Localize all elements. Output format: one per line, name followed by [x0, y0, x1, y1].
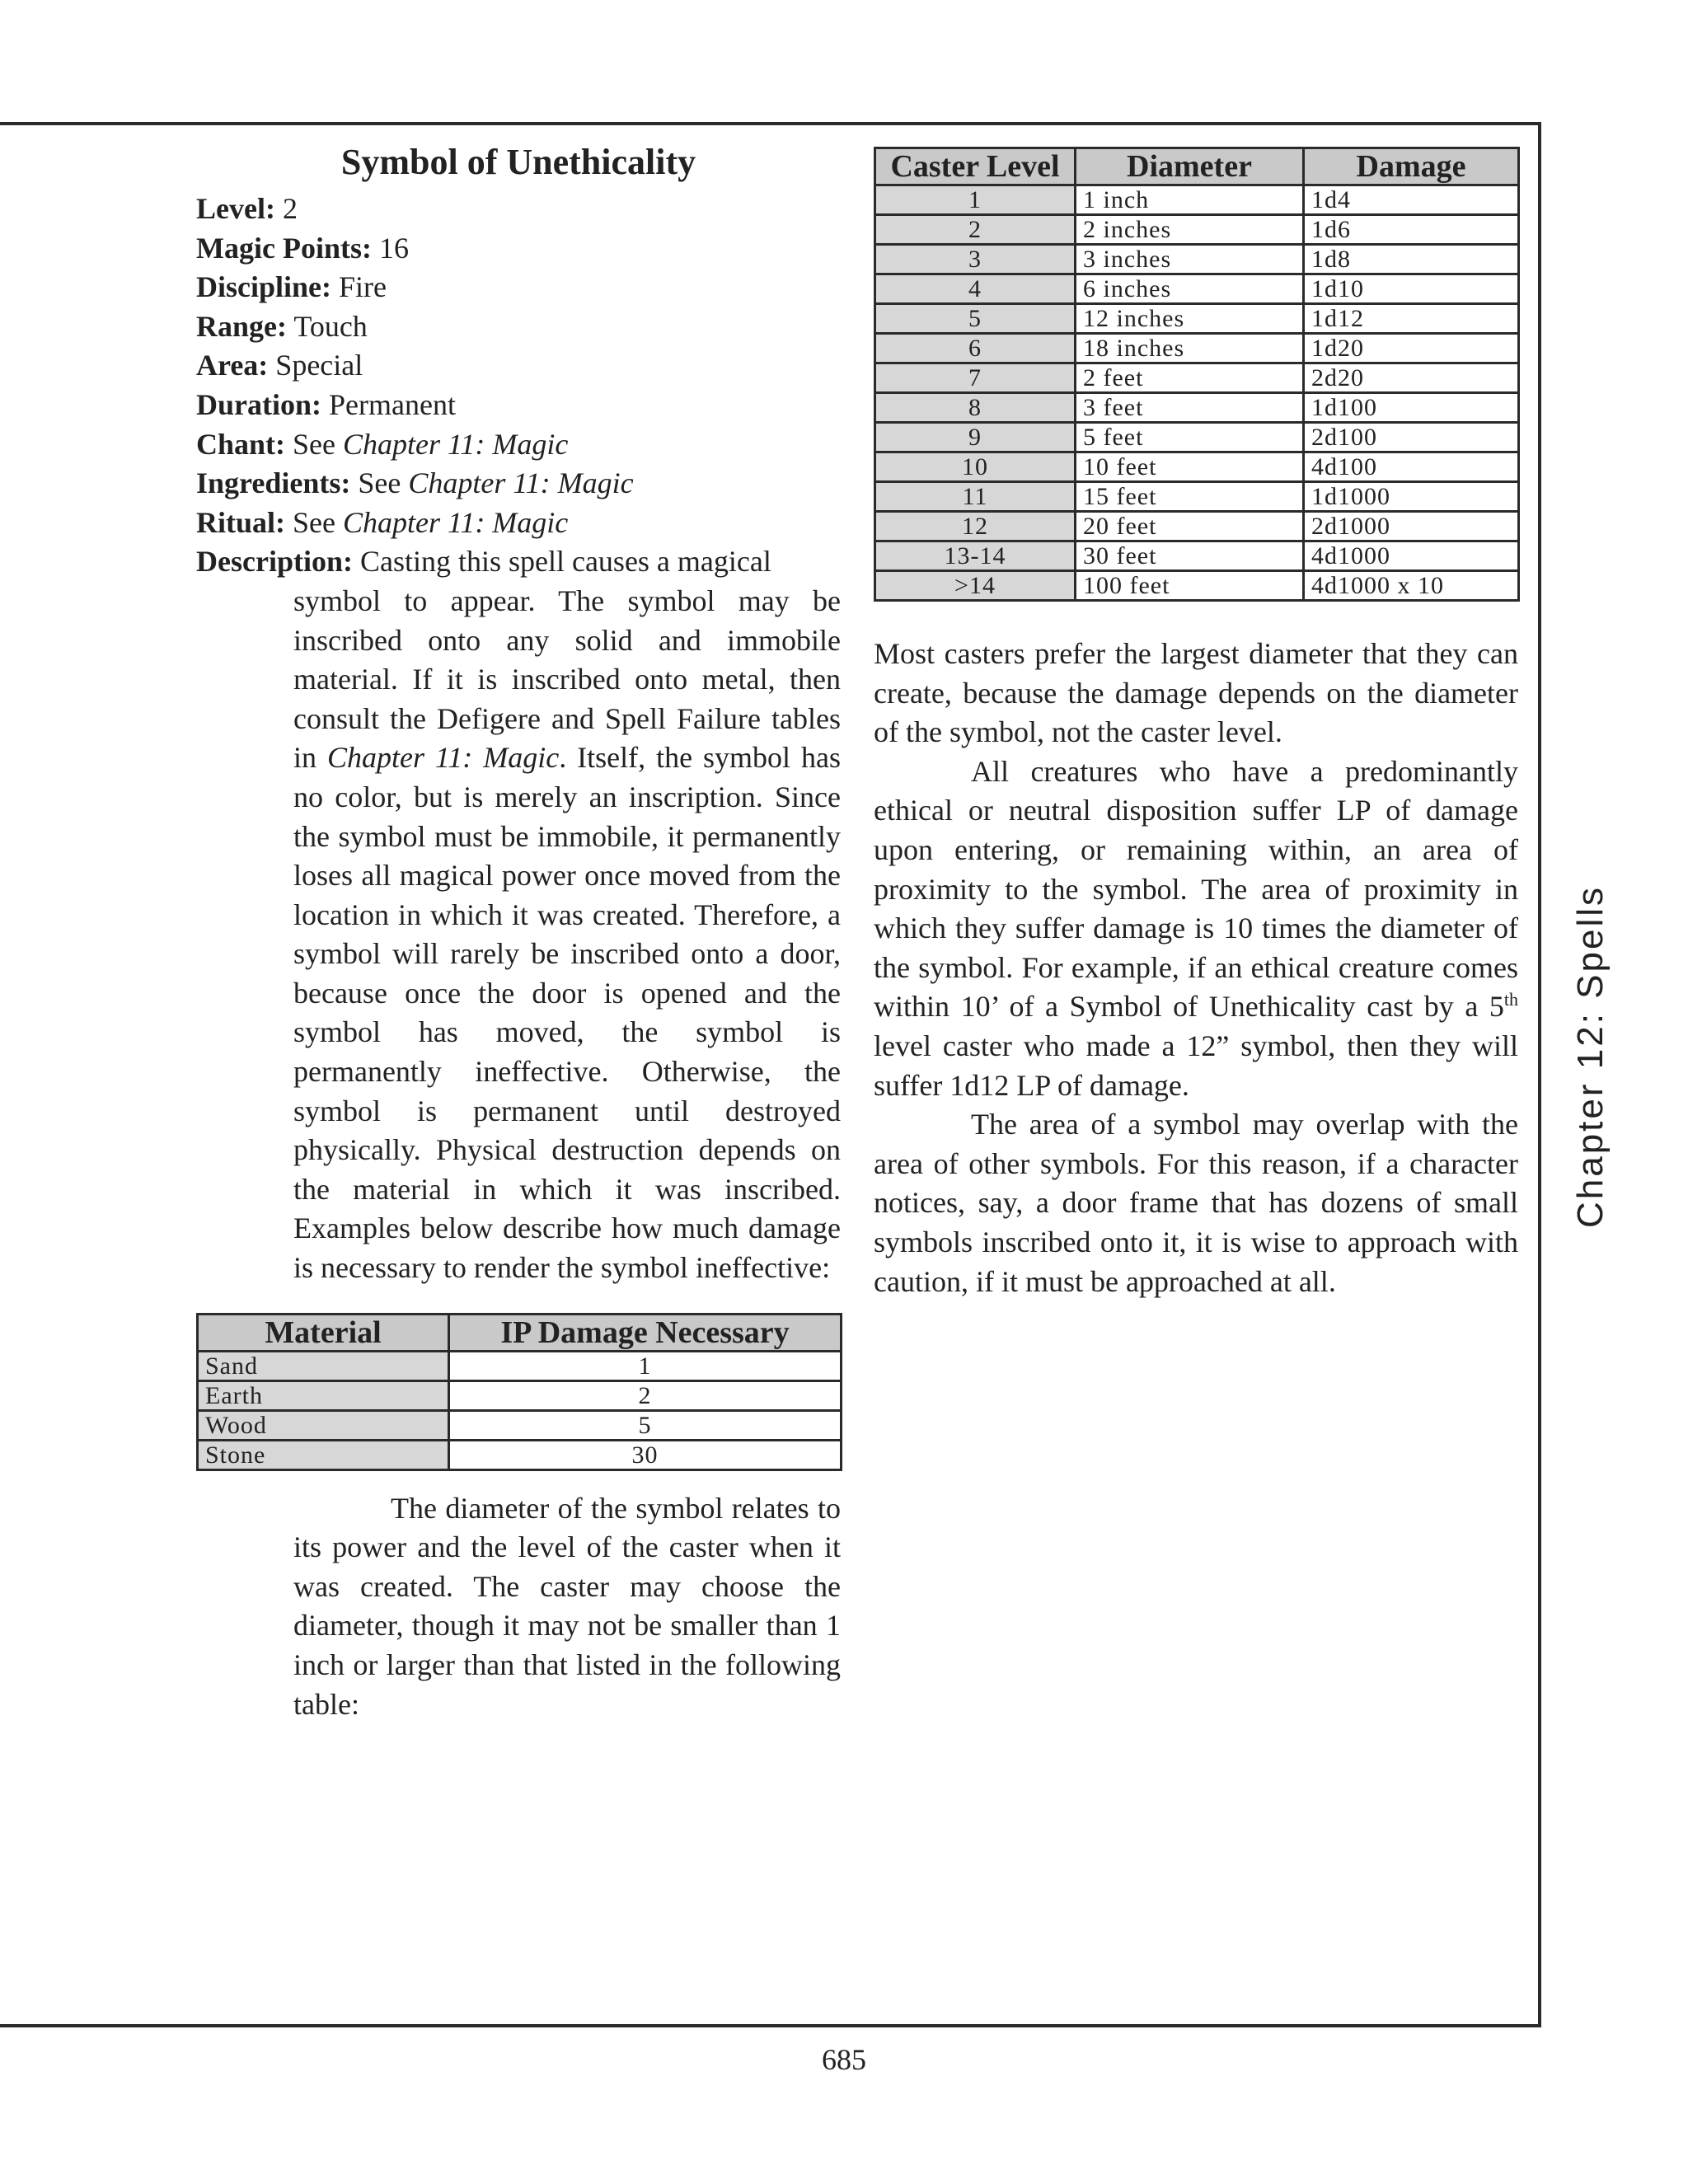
stat-value: 2: [274, 192, 298, 225]
stat-value: Fire: [331, 270, 387, 304]
table-header-row: [198, 1314, 842, 1351]
caster-level-cell: >14: [875, 571, 1076, 601]
diameter-paragraph: The diameter of the symbol relates to its power and the level of the caster when it was created. The caster may choose the diameter, though it may not be smaller than 1 inch or larger than that listed in the following table:: [293, 1491, 841, 1721]
damage-cell: 4d1000 x 10: [1304, 571, 1519, 601]
table-row: [875, 215, 1519, 245]
chapter-reference: Chapter 11: Magic: [342, 505, 569, 539]
stat-value: Special: [268, 349, 363, 382]
see-text: See: [350, 466, 409, 500]
damage-cell: 1d12: [1304, 304, 1519, 334]
diameter-cell: 15 feet: [1076, 482, 1304, 512]
spell-title: Symbol of Unethicality: [340, 142, 696, 182]
material-cell: Earth: [198, 1380, 449, 1410]
diameter-cell: 3 inches: [1076, 245, 1304, 274]
table-header-row: [875, 148, 1519, 185]
damage-cell: 1d1000: [1304, 482, 1519, 512]
stat-chant: [196, 425, 841, 465]
stat-ingredients: [196, 464, 841, 504]
column-header: Material: [198, 1314, 449, 1351]
caster-level-cell: 12: [875, 512, 1076, 541]
diameter-cell: 1 inch: [1076, 185, 1304, 215]
column-header: Damage: [1304, 148, 1519, 185]
caster-level-cell: 11: [875, 482, 1076, 512]
paragraph-text: level caster who made a 12” symbol, then they will suffer 1d12 LP of damage.: [874, 1029, 1518, 1102]
stat-area: [196, 346, 841, 386]
caster-level-cell: 5: [875, 304, 1076, 334]
table-row: [875, 304, 1519, 334]
damage-cell: 1: [449, 1351, 842, 1380]
material-cell: Stone: [198, 1440, 449, 1469]
chapter-reference: Chapter 11: Magic: [343, 427, 569, 461]
damage-cell: 30: [449, 1440, 842, 1469]
table-row: [875, 393, 1519, 423]
page-frame-right: [1538, 122, 1541, 2027]
diameter-cell: 2 feet: [1076, 363, 1304, 393]
damage-cell: 2d20: [1304, 363, 1519, 393]
chapter-side-title: Chapter 12: Spells: [1570, 885, 1611, 1228]
diameter-cell: 6 inches: [1076, 274, 1304, 304]
table-row: [875, 541, 1519, 571]
page-frame-bottom: [0, 2024, 1541, 2027]
damage-cell: 1d4: [1304, 185, 1519, 215]
table-row: [198, 1380, 842, 1410]
stat-label: Chant:: [196, 427, 286, 461]
stat-range: [196, 307, 841, 347]
diameter-cell: 5 feet: [1076, 423, 1304, 452]
table-row: [875, 423, 1519, 452]
description-body: [293, 582, 841, 1288]
damage-cell: 1d6: [1304, 215, 1519, 245]
table-row: [875, 571, 1519, 601]
table-row: [198, 1410, 842, 1440]
table-row: [875, 185, 1519, 215]
stat-discipline: [196, 268, 841, 307]
description-label: Description:: [196, 545, 353, 579]
stat-level: [196, 190, 841, 229]
table-row: [875, 274, 1519, 304]
page-number: 685: [822, 2043, 866, 2076]
stat-magic-points: [196, 229, 841, 269]
right-paragraph-2: [874, 752, 1518, 1105]
damage-cell: 2: [449, 1380, 842, 1410]
stat-ritual: [196, 504, 841, 543]
diameter-table-body: [875, 185, 1519, 601]
description-text: . Itself, the symbol has no color, but is merely an inscription. Since the symbol must be immobile, it permanently loses all magical power once moved from the location in which it was created. Therefore, a symbol will rarely be inscribed onto a door, because once the door is opened and the symbol has moved, the symbol is permanently ineffective. Otherwise, the symbol is permanent until destroyed physically. Physical destruction depends on the material in which it was inscribed. Examples below describe how much damage is necessary to render the symbol ineffective:: [293, 741, 841, 1285]
stat-value: Permanent: [321, 387, 456, 421]
caster-level-cell: 1: [875, 185, 1076, 215]
caster-level-cell: 3: [875, 245, 1076, 274]
right-paragraph-1: Most casters prefer the largest diameter that they can create, because the damage depends on the diameter of the symbol, not the caster level.: [874, 637, 1518, 749]
caster-level-cell: 7: [875, 363, 1076, 393]
material-cell: Sand: [198, 1351, 449, 1380]
table-row: [875, 245, 1519, 274]
stat-label: Duration:: [196, 387, 321, 421]
description-first-line: [196, 542, 841, 582]
stat-label: Magic Points:: [196, 231, 372, 265]
chapter-reference: Chapter 11: Magic: [326, 741, 560, 775]
damage-cell: 1d100: [1304, 393, 1519, 423]
material-cell: Wood: [198, 1410, 449, 1440]
caster-level-cell: 6: [875, 334, 1076, 363]
diameter-cell: 12 inches: [1076, 304, 1304, 334]
table-row: [875, 482, 1519, 512]
ordinal-suffix: th: [1503, 989, 1518, 1010]
table-row: [875, 334, 1519, 363]
diameter-cell: 3 feet: [1076, 393, 1304, 423]
table-row: [875, 363, 1519, 393]
caster-level-cell: 13-14: [875, 541, 1076, 571]
paragraph-text: All creatures who have a predominantly ethical or neutral disposition suffer LP of damage upon entering, or remaining within, an area of proximity to the symbol. The area of proximity in which they suffer damage is 10 times the diameter of the symbol. For example, if an ethical creature comes within 10’ of a Symbol of Unethicality cast by a 5: [874, 754, 1518, 1024]
see-text: See: [285, 427, 344, 461]
caster-level-cell: 9: [875, 423, 1076, 452]
see-text: See: [285, 505, 343, 539]
diameter-cell: 100 feet: [1076, 571, 1304, 601]
damage-cell: 1d8: [1304, 245, 1519, 274]
diameter-cell: 2 inches: [1076, 215, 1304, 245]
damage-cell: 4d100: [1304, 452, 1519, 482]
caster-level-cell: 8: [875, 393, 1076, 423]
damage-cell: 1d20: [1304, 334, 1519, 363]
caster-level-cell: 10: [875, 452, 1076, 482]
stat-value: 16: [371, 231, 409, 265]
damage-cell: 1d10: [1304, 274, 1519, 304]
description-text: symbol to appear. The symbol may be inscribed onto any solid and immobile material. If it is inscribed onto metal, then consult the Defigere and Spell Failure tables in: [293, 583, 841, 775]
caster-level-cell: 2: [875, 215, 1076, 245]
stat-label: Ingredients:: [196, 466, 351, 500]
diameter-table: [874, 147, 1520, 602]
left-column: [196, 140, 841, 1754]
stat-list: [196, 190, 841, 542]
description-text: Casting this spell causes a magical: [352, 545, 771, 579]
page-frame-top: [0, 122, 1541, 125]
column-header: IP Damage Necessary: [449, 1314, 842, 1351]
table-row: [198, 1440, 842, 1469]
diameter-cell: 20 feet: [1076, 512, 1304, 541]
material-table: [196, 1313, 842, 1471]
diameter-cell: 30 feet: [1076, 541, 1304, 571]
stat-duration: [196, 386, 841, 425]
table-row: [198, 1351, 842, 1380]
stat-value: Touch: [287, 309, 368, 343]
diameter-cell: 10 feet: [1076, 452, 1304, 482]
right-paragraph-3: The area of a symbol may overlap with the area of other symbols. For this reason, if a character notices, say, a door frame that has dozens of small symbols inscribed onto it, it is wise to approach with caution, if it must be approached at all.: [874, 1108, 1518, 1298]
damage-cell: 4d1000: [1304, 541, 1519, 571]
table-row: [875, 452, 1519, 482]
stat-label: Range:: [196, 309, 287, 343]
diameter-cell: 18 inches: [1076, 334, 1304, 363]
stat-label: Area:: [196, 349, 269, 382]
stat-label: Ritual:: [196, 505, 285, 539]
damage-cell: 2d100: [1304, 423, 1519, 452]
stat-label: Discipline:: [196, 270, 332, 304]
stat-label: Level:: [196, 192, 275, 225]
column-header: Caster Level: [875, 148, 1076, 185]
chapter-reference: Chapter 11: Magic: [408, 466, 634, 500]
right-column: [874, 147, 1518, 1301]
damage-cell: 5: [449, 1410, 842, 1440]
table-row: [875, 512, 1519, 541]
column-header: Diameter: [1076, 148, 1304, 185]
damage-cell: 2d1000: [1304, 512, 1519, 541]
caster-level-cell: 4: [875, 274, 1076, 304]
